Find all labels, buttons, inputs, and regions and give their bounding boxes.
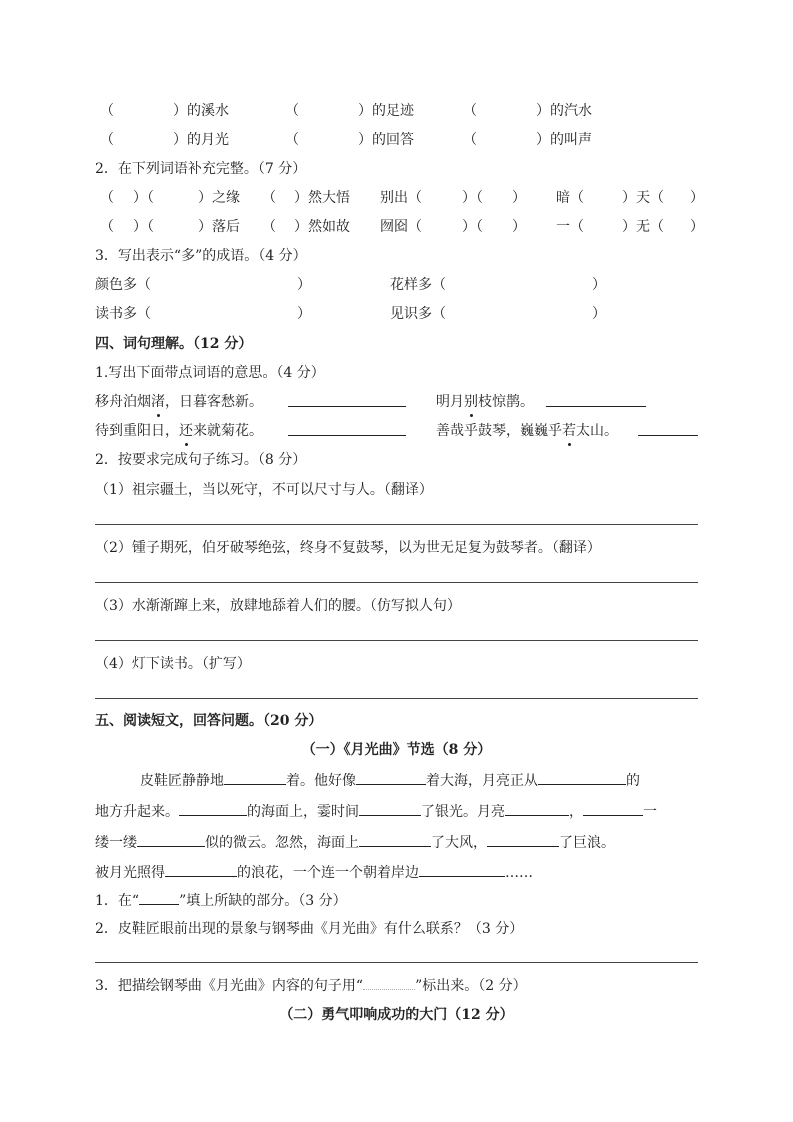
answer-line[interactable] — [95, 582, 698, 583]
passage-blank[interactable] — [487, 832, 559, 847]
idiom-part: （ — [262, 190, 276, 206]
question-title: 2．按要求完成句子练习。（8 分） — [95, 452, 307, 468]
passage-blank[interactable] — [179, 801, 247, 816]
passage-line: 地方升起来。 的海面上，霎时间 了银光。月亮 ， 一 — [95, 801, 657, 822]
question-title: 3．写出表示“多”的成语。（4 分） — [95, 248, 307, 264]
paren-close: ） — [592, 306, 606, 322]
answer-blank[interactable] — [288, 421, 406, 436]
poem-line: 移舟泊烟渚，日暮客愁新。 — [95, 394, 263, 410]
idiom-part: ）天（ — [622, 190, 664, 206]
answer-blank[interactable] — [288, 392, 406, 407]
dotted-char: 若 — [562, 423, 576, 439]
paren-close: ） — [297, 306, 311, 322]
question-item: 1．在“ ”填上所缺的部分。（3 分） — [95, 890, 347, 911]
idiom-prompt: 颜色多（ — [95, 277, 151, 293]
idiom-part: ） — [690, 219, 704, 235]
wavy-underline-mark — [363, 977, 415, 990]
idiom-part: 别出（ — [380, 190, 422, 206]
fill-text: ）的足迹 — [358, 103, 414, 119]
idiom-part: ）然如故 — [294, 219, 350, 235]
passage-blank[interactable] — [419, 862, 505, 877]
answer-blank[interactable] — [546, 392, 646, 407]
question-title: 1.写出下面带点词语的意思。（4 分） — [95, 365, 325, 381]
passage-line: 缕一缕 似的微云。忽然，海面上 了大风， 了巨浪。 — [95, 832, 615, 853]
passage-title: （一）《月光曲》节选（8 分） — [301, 742, 492, 758]
underline-mark — [139, 890, 179, 905]
dotted-char: 渚 — [151, 394, 165, 410]
section-heading: 五、阅读短文，回答问题。（20 分） — [95, 713, 323, 729]
idiom-prompt: 见识多（ — [390, 306, 446, 322]
idiom-part: 囫囵（ — [380, 219, 422, 235]
answer-line[interactable] — [95, 640, 698, 641]
idiom-part: 一（ — [556, 219, 584, 235]
passage-line: 皮鞋匠静静地 着。他好像 着大海，月亮正从 的 — [140, 770, 640, 791]
sentence-prompt: （1）祖宗疆土，当以死守，不可以尺寸与人。（翻译） — [95, 482, 433, 498]
idiom-part: ） — [512, 219, 526, 235]
poem-line: 待到重阳日，还来就菊花。 — [95, 423, 263, 439]
passage-blank[interactable] — [359, 832, 431, 847]
fill-text: ）的叫声 — [536, 132, 592, 148]
sentence-prompt: （4）灯下读书。（扩写） — [95, 656, 251, 672]
passage-blank[interactable] — [356, 770, 426, 785]
idiom-part: ）然大悟 — [294, 190, 350, 206]
idiom-part: ）落后 — [198, 219, 240, 235]
question-item: 3．把描绘钢琴曲《月光曲》内容的句子用“ ”标出来。（2 分） — [95, 978, 527, 994]
idiom-part: 暗（ — [556, 190, 584, 206]
paren-close: ） — [592, 277, 606, 293]
passage-blank[interactable] — [137, 832, 205, 847]
idiom-part: ） — [690, 190, 704, 206]
paren-close: ） — [297, 277, 311, 293]
idiom-prompt: 花样多（ — [390, 277, 446, 293]
idiom-part: （ — [100, 219, 114, 235]
dotted-char: 别 — [464, 394, 478, 410]
idiom-part: （ — [100, 190, 114, 206]
section-heading: 四、词句理解。（12 分） — [95, 336, 253, 352]
fill-text: ）的月光 — [173, 132, 229, 148]
dotted-char: 还 — [179, 423, 193, 439]
idiom-prompt: 读书多（ — [95, 306, 151, 322]
sentence-prompt: （2）锺子期死，伯牙破琴绝弦，终身不复鼓琴，以为世无足复为鼓琴者。（翻译） — [95, 540, 601, 556]
paren-open: （ — [285, 132, 299, 148]
passage-blank[interactable] — [359, 801, 421, 816]
passage-blank[interactable] — [583, 801, 643, 816]
passage-blank[interactable] — [224, 770, 286, 785]
passage-blank[interactable] — [538, 770, 626, 785]
paren-open: （ — [463, 132, 477, 148]
poem-line: 明月别枝惊鹊。 — [436, 394, 534, 410]
poem-line: 善哉乎鼓琴，巍巍乎若太山。 — [436, 423, 618, 439]
passage-line: 被月光照得 的浪花，一个连一个朝着岸边 …… — [95, 862, 533, 883]
paren-open: （ — [285, 103, 299, 119]
idiom-part: ） — [512, 190, 526, 206]
sentence-prompt: （3）水渐渐蹿上来，放肆地舔着人们的腰。（仿写拟人句） — [95, 598, 461, 614]
idiom-part: ）（ — [462, 190, 483, 206]
fill-text: ）的溪水 — [173, 103, 229, 119]
question-title: 2．在下列词语补充完整。（7 分） — [95, 161, 307, 177]
idiom-part: ）（ — [462, 219, 483, 235]
passage-title: （二）勇气叩响成功的大门（12 分） — [279, 1007, 514, 1023]
fill-text: ）的汽水 — [536, 103, 592, 119]
paren-open: （ — [100, 132, 114, 148]
passage-blank[interactable] — [165, 862, 237, 877]
passage-blank[interactable] — [505, 801, 569, 816]
paren-open: （ — [463, 103, 477, 119]
idiom-part: （ — [262, 219, 276, 235]
paren-open: （ — [100, 103, 114, 119]
answer-line[interactable] — [95, 698, 698, 699]
idiom-part: ）之缘 — [198, 190, 240, 206]
answer-line[interactable] — [95, 524, 698, 525]
fill-text: ）的回答 — [358, 132, 414, 148]
idiom-part: ）无（ — [622, 219, 664, 235]
answer-blank[interactable] — [638, 421, 698, 436]
idiom-part: ）（ — [133, 190, 154, 206]
answer-line[interactable] — [95, 962, 698, 963]
idiom-part: ）（ — [133, 219, 154, 235]
question-item: 2．皮鞋匠眼前出现的景象与钢琴曲《月光曲》有什么联系？（3 分） — [95, 921, 524, 937]
